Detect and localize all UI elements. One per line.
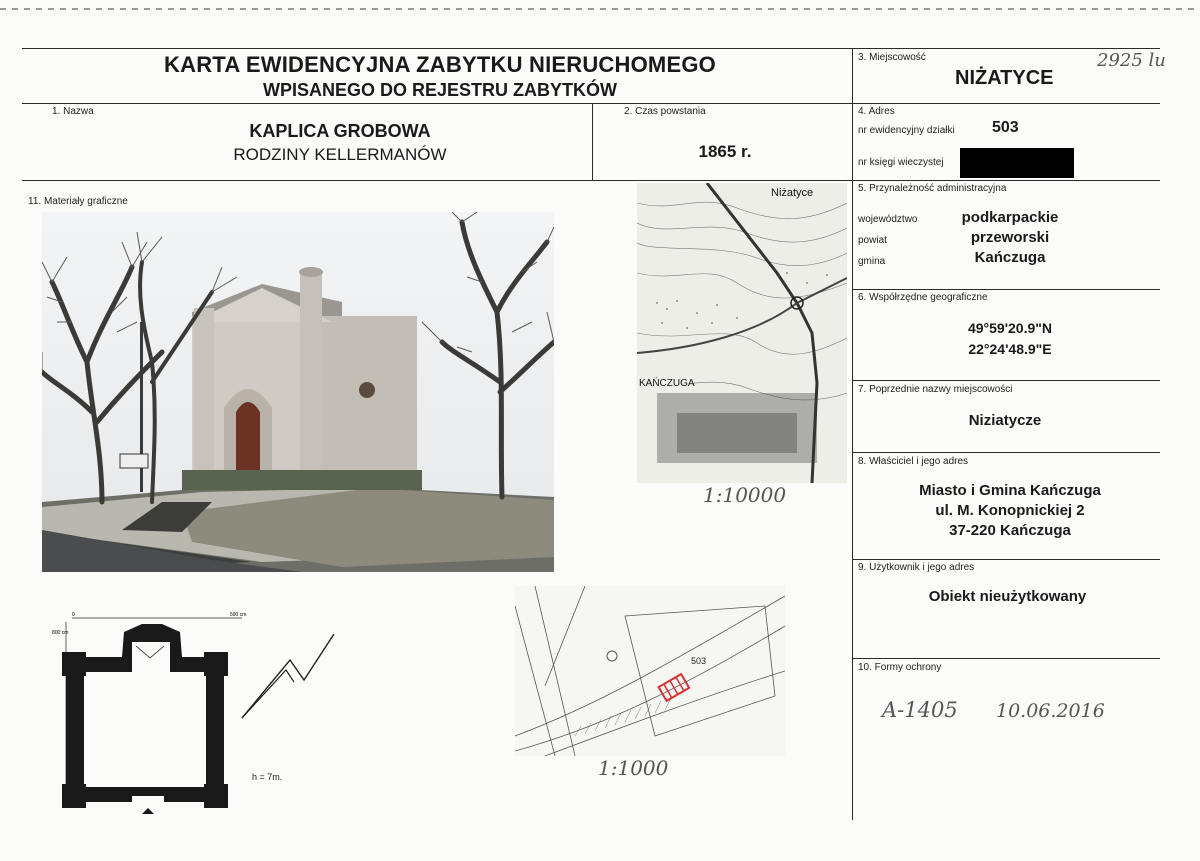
field-7-label: 7. Poprzednie nazwy miejscowości <box>858 384 1013 395</box>
floor-plan <box>52 612 252 822</box>
topo-place-kanczuga: KAŃCZUGA <box>639 378 695 389</box>
previous-names: Niziatycze <box>968 412 1042 429</box>
voivodeship-value: podkarpackie <box>961 209 1059 226</box>
monument-name-line2: RODZINY KELLERMANÓW <box>233 145 447 164</box>
field-4-label: 4. Adres <box>858 106 895 117</box>
field-1-label: 1. Nazwa <box>52 106 94 117</box>
plan-scale-right: 590 cm <box>230 612 247 618</box>
field-2-label: 2. Czas powstania <box>624 106 706 117</box>
commune-label: gmina <box>858 256 886 267</box>
grid-line <box>852 289 1160 290</box>
cadastral-parcel-label: 503 <box>691 656 707 666</box>
parcel-label: nr ewidencyjny działki <box>858 125 955 136</box>
north-arrow-icon <box>238 632 338 722</box>
height-note: h = 7m. <box>252 772 283 782</box>
field-11-label: 11. Materiały graficzne <box>28 196 128 207</box>
monument-name-line1: KAPLICA GROBOWA <box>249 121 431 141</box>
field-3-label: 3. Miejscowość <box>858 52 926 63</box>
owner-line2: ul. M. Konopnickiej 2 <box>935 502 1085 519</box>
grid-line <box>22 103 852 104</box>
register-date: 10.06.2016 <box>996 700 1105 722</box>
construction-date: 1865 r. <box>698 142 752 161</box>
longitude: 22°24'48.9"E <box>968 341 1052 357</box>
grid-line <box>22 180 1160 181</box>
county-label: powiat <box>858 235 887 246</box>
owner-line1: Miasto i Gmina Kańczuga <box>919 482 1101 499</box>
cadastral-scale: 1:1000 <box>598 756 669 780</box>
voivodeship-label: województwo <box>858 214 918 225</box>
grid-line <box>852 452 1160 453</box>
owner-line3: 37-220 Kańczuga <box>949 522 1071 539</box>
land-register-label: nr księgi wieczystej <box>858 157 944 168</box>
grid-line <box>592 103 593 180</box>
grid-line <box>852 658 1160 659</box>
grid-line <box>852 103 1160 104</box>
topo-scale: 1:10000 <box>703 483 787 507</box>
grid-line <box>852 559 1160 560</box>
chapel-photo <box>42 212 554 572</box>
locality-value: NIŻATYCE <box>955 67 1054 89</box>
parcel-number: 503 <box>992 119 1019 136</box>
user-value: Obiekt nieużytkowany <box>928 588 1087 605</box>
latitude: 49°59'20.9"N <box>967 320 1053 336</box>
card-title: KARTA EWIDENCYJNA ZABYTKU NIERUCHOMEGO <box>164 52 716 77</box>
field-9-label: 9. Użytkownik i jego adres <box>858 562 975 573</box>
handwritten-note: 2925 lu <box>1097 50 1166 71</box>
field-8-label: 8. Właściciel i jego adres <box>858 456 969 467</box>
commune-value: Kańczuga <box>974 249 1046 266</box>
topographic-map <box>637 183 847 483</box>
grid-line <box>852 48 853 820</box>
field-10-label: 10. Formy ochrony <box>858 662 942 673</box>
county-value: przeworski <box>970 229 1050 246</box>
field-6-label: 6. Współrzędne geograficzne <box>858 292 988 303</box>
register-number: A-1405 <box>882 698 958 722</box>
scan-edge <box>0 8 1200 10</box>
grid-line <box>22 48 1160 49</box>
field-5-label: 5. Przynależność administracyjna <box>858 183 1007 194</box>
cadastral-map <box>515 586 785 756</box>
plan-scale-side: 800 cm <box>52 630 69 636</box>
topo-place-nizatyce: Niżatyce <box>771 187 814 199</box>
grid-line <box>852 380 1160 381</box>
card-subtitle: WPISANEGO DO REJESTRU ZABYTKÓW <box>262 80 617 100</box>
plan-scale-left: 0 <box>72 612 75 618</box>
redaction-box <box>960 148 1074 178</box>
